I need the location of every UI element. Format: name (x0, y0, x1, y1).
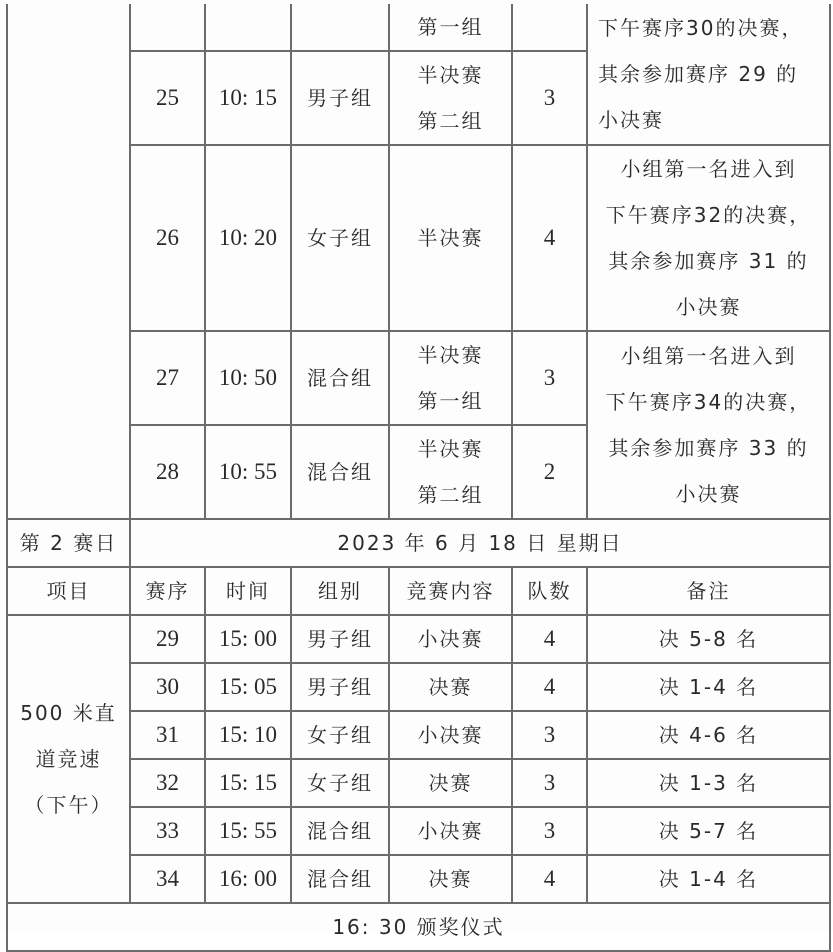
table-row (7, 855, 830, 903)
event-name-cell: 500 米直 道竞速 （下午） (7, 615, 130, 903)
group-cell (291, 4, 389, 51)
content-cell: 决赛 (389, 759, 512, 807)
content-cell: 小决赛 (389, 615, 512, 663)
order-cell: 27 (130, 331, 205, 425)
schedule-table (6, 4, 831, 952)
order-cell: 34 (130, 855, 205, 903)
teams-cell: 3 (512, 51, 587, 145)
group-cell: 女子组 (291, 145, 389, 331)
time-cell: 10: 55 (205, 425, 291, 519)
group-cell: 混合组 (291, 331, 389, 425)
group-cell: 混合组 (291, 855, 389, 903)
header-group: 组别 (291, 567, 389, 615)
teams-cell: 4 (512, 663, 587, 711)
teams-cell: 3 (512, 711, 587, 759)
group-cell: 男子组 (291, 663, 389, 711)
time-cell: 15: 55 (205, 807, 291, 855)
content-cell: 半决赛 (389, 145, 512, 331)
teams-cell (512, 4, 587, 51)
time-cell: 15: 00 (205, 615, 291, 663)
table-row (7, 711, 830, 759)
group-cell: 混合组 (291, 807, 389, 855)
order-cell: 33 (130, 807, 205, 855)
order-cell: 29 (130, 615, 205, 663)
content-cell: 决赛 (389, 855, 512, 903)
time-cell: 10: 50 (205, 331, 291, 425)
table-row (7, 759, 830, 807)
group-cell: 混合组 (291, 425, 389, 519)
time-cell (205, 4, 291, 51)
table-row (7, 145, 830, 331)
header-order: 赛序 (130, 567, 205, 615)
order-cell: 28 (130, 425, 205, 519)
header-note: 备注 (587, 567, 830, 615)
time-cell: 15: 05 (205, 663, 291, 711)
group-cell: 女子组 (291, 711, 389, 759)
note-cell: 决 4-6 名 (587, 711, 830, 759)
note-cell: 决 1-4 名 (587, 663, 830, 711)
note-cell: 小组第一名进入到 下午赛序32的决赛， 其余参加赛序 31 的 小决赛 (587, 145, 830, 331)
table-row (7, 4, 830, 51)
header-row (7, 567, 830, 615)
header-time: 时间 (205, 567, 291, 615)
day-label: 第 2 赛日 (7, 519, 130, 567)
ceremony-cell: 16: 30 颁奖仪式 (7, 903, 830, 951)
content-cell: 小决赛 (389, 711, 512, 759)
time-cell: 16: 00 (205, 855, 291, 903)
time-cell: 15: 15 (205, 759, 291, 807)
teams-cell: 4 (512, 855, 587, 903)
note-cell: 下午赛序30的决赛， 其余参加赛序 29 的 小决赛 (587, 4, 830, 145)
time-cell: 15: 10 (205, 711, 291, 759)
order-cell: 32 (130, 759, 205, 807)
content-cell: 第一组 (389, 4, 512, 51)
teams-cell: 2 (512, 425, 587, 519)
content-cell: 决赛 (389, 663, 512, 711)
event-cell-continued (7, 4, 130, 519)
teams-cell: 3 (512, 331, 587, 425)
note-cell: 决 5-7 名 (587, 807, 830, 855)
order-cell: 31 (130, 711, 205, 759)
table-row (7, 807, 830, 855)
content-cell: 半决赛 第二组 (389, 425, 512, 519)
time-cell: 10: 20 (205, 145, 291, 331)
order-cell (130, 4, 205, 51)
order-cell: 25 (130, 51, 205, 145)
order-cell: 26 (130, 145, 205, 331)
day-date: 2023 年 6 月 18 日 星期日 (130, 519, 830, 567)
time-cell: 10: 15 (205, 51, 291, 145)
group-cell: 女子组 (291, 759, 389, 807)
note-cell: 小组第一名进入到 下午赛序34的决赛， 其余参加赛序 33 的 小决赛 (587, 331, 830, 519)
table-row (7, 331, 830, 425)
group-cell: 男子组 (291, 615, 389, 663)
teams-cell: 3 (512, 807, 587, 855)
content-cell: 小决赛 (389, 807, 512, 855)
order-cell: 30 (130, 663, 205, 711)
teams-cell: 3 (512, 759, 587, 807)
content-cell: 半决赛 第二组 (389, 51, 512, 145)
day-row (7, 519, 830, 567)
header-content: 竞赛内容 (389, 567, 512, 615)
ceremony-row (7, 903, 830, 951)
header-event: 项目 (7, 567, 130, 615)
teams-cell: 4 (512, 145, 587, 331)
note-cell: 决 1-3 名 (587, 759, 830, 807)
teams-cell: 4 (512, 615, 587, 663)
table-row (7, 663, 830, 711)
content-cell: 半决赛 第一组 (389, 331, 512, 425)
group-cell: 男子组 (291, 51, 389, 145)
note-cell: 决 1-4 名 (587, 855, 830, 903)
table-row (7, 615, 830, 663)
note-cell: 决 5-8 名 (587, 615, 830, 663)
header-teams: 队数 (512, 567, 587, 615)
